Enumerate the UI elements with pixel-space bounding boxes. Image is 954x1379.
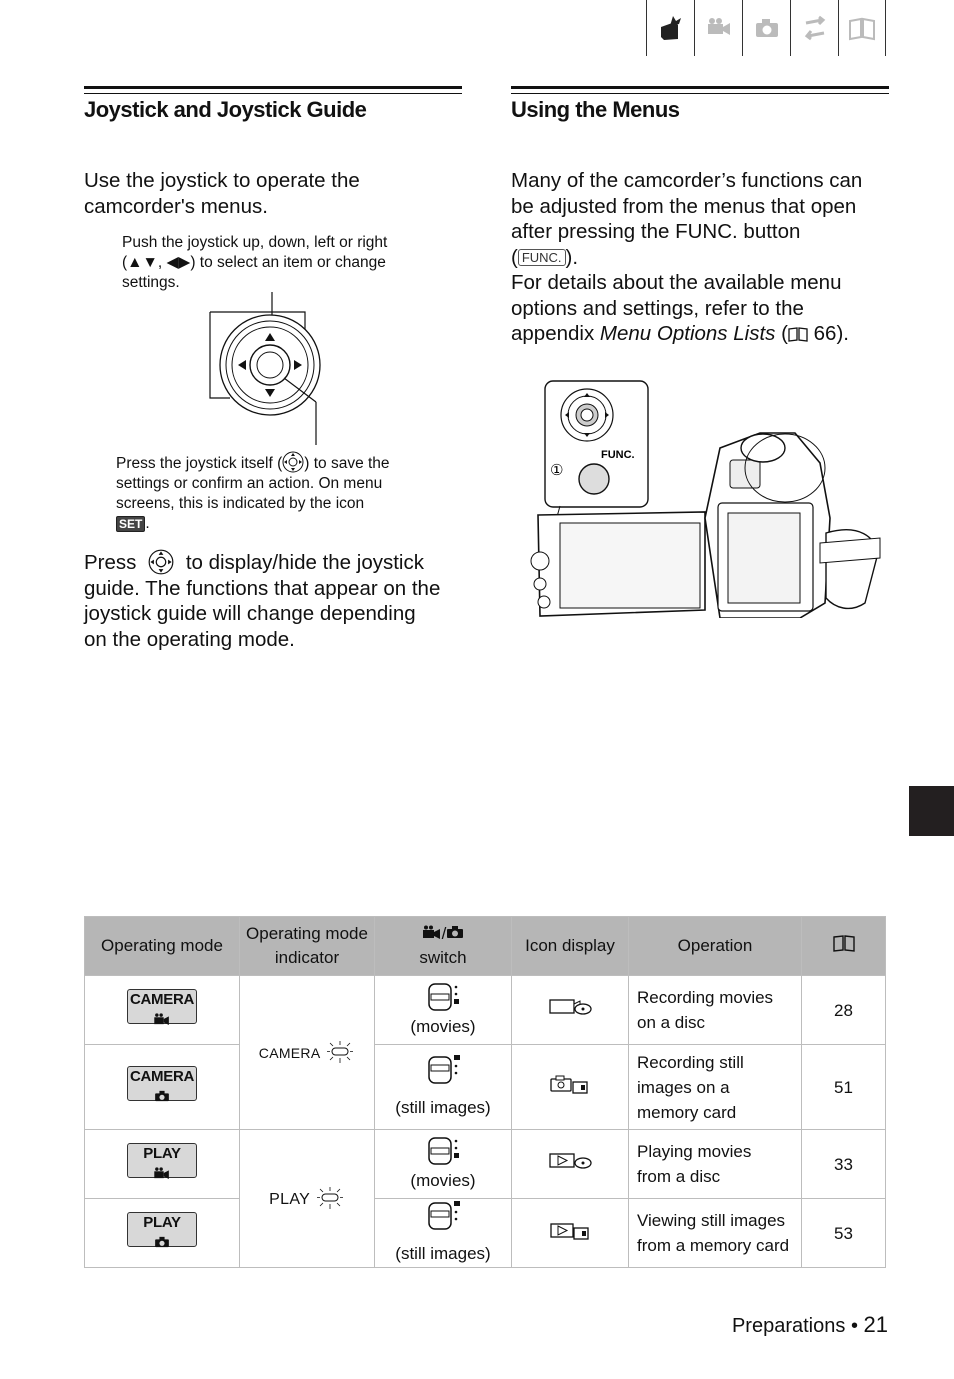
menus-line-5: For details about the available menu bbox=[511, 271, 842, 294]
page-number: 21 bbox=[863, 1312, 888, 1337]
indicator-lamp-icon bbox=[325, 1040, 355, 1064]
col-header-icon-display: Icon display bbox=[512, 917, 629, 976]
switch-label: (movies) bbox=[410, 1017, 476, 1036]
table-row bbox=[85, 1199, 886, 1268]
footer-section: Preparations bbox=[731, 1315, 846, 1337]
switch-cell bbox=[375, 1130, 512, 1199]
camera-icon bbox=[752, 13, 782, 43]
tab-intro[interactable] bbox=[646, 0, 694, 56]
mode-cell bbox=[85, 1045, 240, 1130]
camera-movie-mode-badge bbox=[127, 989, 197, 1024]
appendix-word: appendix bbox=[511, 322, 595, 345]
camera-photo-mode-badge bbox=[127, 1066, 197, 1101]
press-caption-text-b: ) to save the bbox=[304, 455, 390, 472]
push-caption-rest: ) to select an item or change bbox=[190, 254, 386, 271]
switch-cell bbox=[375, 1045, 512, 1130]
col-header-switch bbox=[375, 917, 512, 976]
switch-label: (movies) bbox=[410, 1171, 476, 1190]
operation-line: Viewing still images bbox=[637, 1211, 786, 1230]
page-cell: 51 bbox=[802, 1045, 886, 1130]
operation-line: on a disc bbox=[637, 1013, 706, 1032]
col-header-page bbox=[802, 917, 886, 976]
page-cell: 53 bbox=[802, 1199, 886, 1268]
book-icon bbox=[847, 13, 877, 43]
play-photo-mode-badge bbox=[127, 1212, 197, 1247]
joystick-guide-icon bbox=[148, 549, 174, 575]
movie-icon bbox=[153, 1013, 171, 1025]
guide-line-2: guide. The functions that appear on the bbox=[84, 576, 441, 600]
press-caption bbox=[116, 451, 456, 534]
left-right-arrows-icon: ◀▶ bbox=[166, 254, 191, 271]
menus-line-1: Many of the camcorder’s functions can bbox=[511, 169, 863, 192]
push-caption-line-3: settings. bbox=[122, 274, 180, 291]
indicator-play-cell bbox=[240, 1130, 375, 1268]
col-header-operation: Operation bbox=[629, 917, 802, 976]
photo-switch-icon bbox=[421, 1054, 465, 1088]
intro-icon bbox=[656, 13, 686, 43]
switch-header-icons bbox=[379, 922, 507, 946]
joystick-guide-text bbox=[84, 549, 464, 652]
play-card-icon bbox=[548, 1219, 592, 1241]
press-caption-line-1 bbox=[116, 451, 456, 474]
operation-cell bbox=[629, 1199, 802, 1268]
push-caption-line-2 bbox=[122, 253, 452, 273]
icon-display-cell bbox=[512, 976, 629, 1045]
mode-badge-label: CAMERA bbox=[129, 990, 195, 1008]
up-down-arrows-icon: ▲▼ bbox=[127, 254, 158, 271]
joystick-intro: Use the joystick to operate the camcorder's menus. bbox=[84, 169, 360, 218]
indicator-camera-cell bbox=[240, 976, 375, 1130]
transfer-icon bbox=[800, 13, 830, 43]
book-icon bbox=[832, 934, 856, 952]
press-caption-line-4 bbox=[116, 514, 456, 534]
chapter-marker bbox=[909, 786, 954, 836]
operation-line: images on a bbox=[637, 1077, 730, 1097]
mode-badge-label: CAMERA bbox=[129, 1067, 195, 1085]
operation-cell bbox=[629, 1130, 802, 1199]
camera-icon bbox=[154, 1236, 170, 1248]
indicator-play-label: PLAY bbox=[269, 1190, 311, 1208]
joystick-press-icon bbox=[282, 451, 304, 473]
fig-func-label: FUNC. bbox=[601, 449, 635, 461]
guide-line-3: joystick guide will change depending bbox=[84, 602, 416, 625]
section-heading-menus: Using the Menus bbox=[511, 97, 680, 122]
menus-text bbox=[511, 168, 901, 347]
menus-line-6: options and settings, refer to the bbox=[511, 296, 804, 320]
switch-label: (still images) bbox=[395, 1244, 491, 1263]
movie-icon bbox=[153, 1167, 171, 1179]
tab-camera[interactable] bbox=[742, 0, 790, 56]
press-caption-line-3: screens, this is indicated by the icon bbox=[116, 495, 365, 512]
play-disc-icon bbox=[547, 1150, 593, 1172]
movie-icon bbox=[422, 925, 442, 939]
camera-icon bbox=[446, 925, 464, 939]
paren-open: ( bbox=[122, 254, 128, 271]
menus-line-4 bbox=[511, 245, 901, 271]
operation-line: Playing movies bbox=[637, 1142, 752, 1161]
switch-cell bbox=[375, 976, 512, 1045]
push-caption bbox=[122, 233, 452, 293]
operation-cell bbox=[629, 976, 802, 1045]
guide-line-4: on the operating mode. bbox=[84, 627, 295, 651]
func-button-badge: FUNC. bbox=[518, 249, 566, 266]
operating-modes-table bbox=[84, 916, 886, 1268]
press-caption-line-2: settings or confirm an action. On menu bbox=[116, 475, 383, 492]
switch-header-label: switch bbox=[419, 948, 467, 967]
play-movie-mode-badge bbox=[127, 1143, 197, 1178]
fig-callout-number: ① bbox=[550, 461, 564, 479]
mode-badge-label: PLAY bbox=[143, 1213, 181, 1231]
page-cell: 33 bbox=[802, 1130, 886, 1199]
table-row bbox=[85, 1045, 886, 1130]
camera-icon bbox=[154, 1090, 170, 1102]
page-cell: 28 bbox=[802, 976, 886, 1045]
camcorder-figure bbox=[520, 378, 885, 618]
operation-cell bbox=[629, 1045, 802, 1130]
icon-display-cell bbox=[512, 1045, 629, 1130]
tab-transfer[interactable] bbox=[790, 0, 838, 56]
col-header-indicator: Operating mode indicator bbox=[240, 917, 375, 976]
card-photo-icon bbox=[548, 1073, 592, 1095]
guide-rest: to display/hide the joystick bbox=[185, 551, 424, 574]
paren-close-func: ). bbox=[565, 245, 579, 269]
press-caption-text-a: Press the joystick itself ( bbox=[116, 455, 283, 472]
menus-line-2: be adjusted from the menus that open bbox=[511, 194, 857, 218]
section-heading-joystick: Joystick and Joystick Guide bbox=[84, 97, 367, 122]
tab-movie[interactable] bbox=[694, 0, 742, 56]
mode-cell bbox=[85, 1199, 240, 1268]
heading-rule-left bbox=[84, 86, 462, 94]
movie-icon bbox=[704, 13, 734, 43]
disc-movie-icon bbox=[547, 996, 593, 1018]
page-footer bbox=[732, 1312, 888, 1338]
movie-switch-icon bbox=[421, 981, 465, 1015]
operation-line: from a memory card bbox=[637, 1236, 790, 1255]
mode-cell bbox=[85, 976, 240, 1045]
press-caption-period: . bbox=[145, 515, 150, 532]
indicator-lamp-icon bbox=[315, 1186, 345, 1210]
section-tabs bbox=[646, 0, 888, 56]
comma: , bbox=[157, 254, 163, 271]
switch-cell bbox=[375, 1199, 512, 1268]
heading-rule-right bbox=[511, 86, 889, 94]
joystick-diagram bbox=[200, 290, 330, 450]
icon-display-cell bbox=[512, 1130, 629, 1199]
mode-cell bbox=[85, 1130, 240, 1199]
switch-sep: / bbox=[441, 924, 447, 943]
footer-bullet: • bbox=[850, 1315, 858, 1337]
ref-page: 66). bbox=[813, 322, 849, 345]
tab-book[interactable] bbox=[838, 0, 886, 56]
operation-line: Recording still bbox=[637, 1052, 744, 1072]
operation-line: memory card bbox=[637, 1102, 737, 1122]
movie-switch-icon bbox=[421, 1135, 465, 1169]
guide-press: Press bbox=[84, 551, 137, 574]
set-icon: SET bbox=[116, 516, 145, 532]
menus-line-7 bbox=[511, 321, 901, 347]
menus-line-3: after pressing the FUNC. button bbox=[511, 220, 801, 243]
ref-paren: ( bbox=[781, 322, 788, 345]
push-caption-line-1: Push the joystick up, down, left or right bbox=[122, 234, 388, 251]
col-header-mode: Operating mode bbox=[85, 917, 240, 976]
mode-badge-label: PLAY bbox=[143, 1144, 181, 1162]
operation-line: from a disc bbox=[637, 1167, 721, 1186]
switch-label: (still images) bbox=[395, 1098, 491, 1117]
photo-switch-icon bbox=[421, 1200, 465, 1234]
paren-open-func: ( bbox=[511, 245, 518, 269]
icon-display-cell bbox=[512, 1199, 629, 1268]
guide-line-1 bbox=[84, 549, 464, 576]
menu-options-lists-ref: Menu Options Lists bbox=[599, 322, 776, 345]
table-row bbox=[85, 1130, 886, 1199]
indicator-camera-label: CAMERA bbox=[258, 1044, 321, 1061]
book-ref-icon bbox=[788, 326, 808, 342]
operation-line: Recording movies bbox=[637, 988, 774, 1007]
table-row bbox=[85, 976, 886, 1045]
